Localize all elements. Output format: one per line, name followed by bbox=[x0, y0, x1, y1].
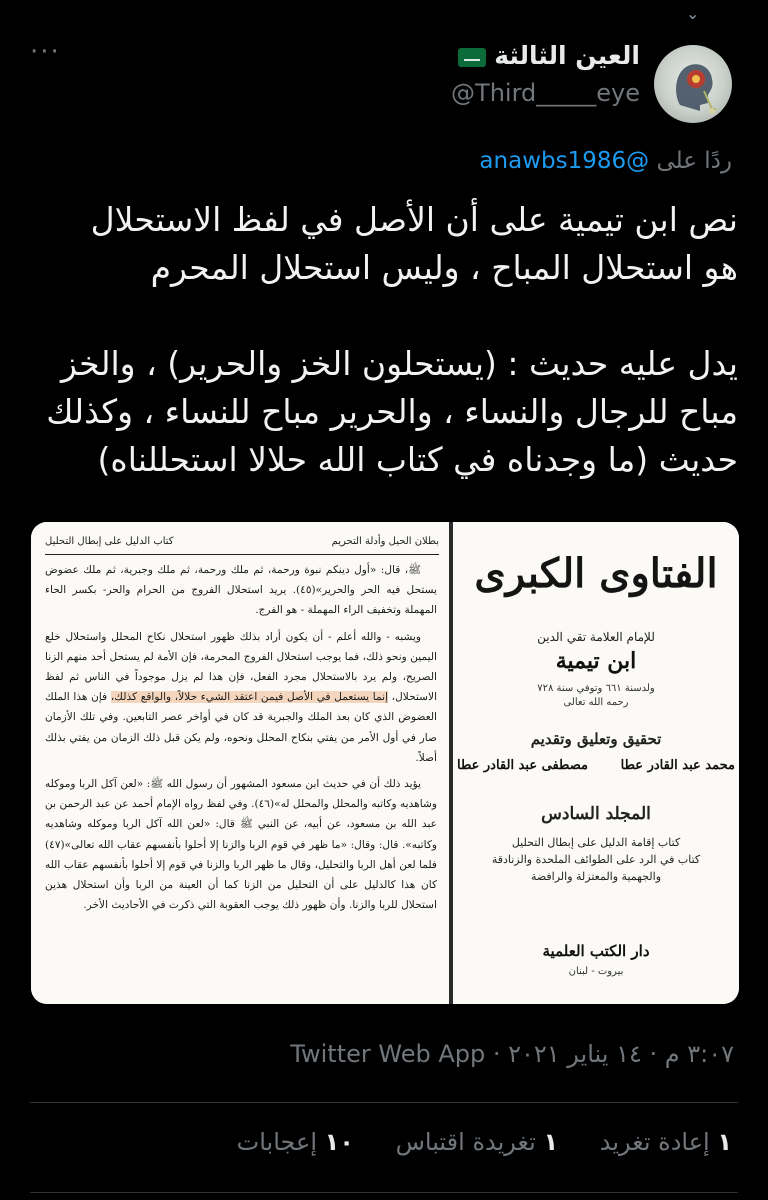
retweets-stat[interactable] bbox=[600, 1128, 732, 1156]
contents-line-2: كتاب في الرد على الطوائف الملحدة والزنادقة bbox=[491, 853, 701, 866]
tweet-timestamp bbox=[290, 1040, 734, 1068]
paragraph-2-end: فإن هذا الملك العضوض الذي كان بعد الملك والجبرية قد كان في أواخر عصر التابعين. وفي تلك الأزمان صار في أول الأمر من يفتي بنكاح المحلل ونحوه، ولم يكن قبل ذلك الزمان من يفتي بذلك أصلاً. bbox=[45, 691, 437, 764]
likes-count: ١٠ bbox=[324, 1128, 354, 1156]
volume-contents bbox=[469, 834, 723, 885]
source-app-link[interactable]: Twitter Web App bbox=[290, 1040, 486, 1068]
running-head-right: بطلان الحيل وأدلة التحريم bbox=[331, 536, 439, 547]
divider bbox=[30, 1102, 738, 1103]
status-bar bbox=[0, 0, 768, 23]
tweet-media-image[interactable] bbox=[31, 522, 739, 1004]
saudi-flag-icon bbox=[458, 48, 486, 67]
author-handle[interactable]: @Third_____eye bbox=[451, 79, 640, 107]
tahqiq-line: تحقيق وتعليق وتقديم bbox=[530, 730, 662, 748]
tweet-stats bbox=[203, 1128, 732, 1156]
quotes-stat[interactable] bbox=[396, 1128, 559, 1156]
book-title: الفتاوى الكبرى bbox=[474, 550, 718, 597]
likes-stat[interactable] bbox=[237, 1128, 354, 1156]
reply-context bbox=[479, 148, 732, 174]
editor-left: مصطفى عبد القادر عطا bbox=[457, 758, 588, 773]
head-profile-icon bbox=[654, 45, 732, 123]
volume-label: المجلد السادس bbox=[541, 804, 651, 824]
author-name-row bbox=[451, 40, 640, 72]
editors bbox=[457, 758, 735, 773]
publisher: دار الكتب العلمية bbox=[542, 942, 650, 960]
highlighted-text: إنما يستعمل في الأصل فيمن اعتقد الشيء حلالاً، والواقع كذلك، bbox=[110, 691, 389, 704]
dates-line-1: ولدسنة ٦٦١ وتوفي سنة ٧٢٨ bbox=[537, 683, 655, 694]
avatar[interactable] bbox=[654, 45, 732, 123]
tweet-author[interactable] bbox=[451, 40, 640, 110]
running-head bbox=[45, 536, 439, 555]
retweets-count: ١ bbox=[717, 1128, 732, 1156]
imam-line: للإمام العلامة تقي الدين bbox=[537, 630, 655, 644]
quotes-count: ١ bbox=[543, 1128, 559, 1156]
retweets-label: إعادة تغريد bbox=[599, 1128, 710, 1156]
editor-right: محمد عبد القادر عطا bbox=[620, 758, 735, 773]
likes-label: إعجابات bbox=[236, 1128, 317, 1156]
book-page-left bbox=[31, 522, 449, 1004]
book-title-page bbox=[453, 522, 739, 1004]
dates-line-2: رحمه الله تعالى bbox=[563, 697, 629, 708]
chevron-down-icon[interactable]: ⌄ bbox=[686, 4, 700, 23]
contents-line-1: كتاب إقامة الدليل على إبطال التحليل bbox=[511, 836, 681, 849]
contents-line-3: والجهمية والمعتزلة والرافضة bbox=[530, 870, 662, 883]
reply-handle-link[interactable]: anawbs1986@ bbox=[479, 148, 650, 174]
timestamp-text[interactable]: ٣:٠٧ م · ١٤ يناير ٢٠٢١ · bbox=[485, 1040, 734, 1068]
dates bbox=[453, 682, 739, 710]
more-options-icon[interactable]: ··· bbox=[30, 37, 61, 67]
running-head-left: كتاب الدليل على إبطال التحليل bbox=[45, 536, 174, 547]
quotes-label: تغريدة اقتباس bbox=[395, 1128, 536, 1156]
paragraph-2-start: ويشبه - والله أعلم - أن يكون أراد بذلك ظهور استحلال نكاح المحلل واستحلال خلع اليمين ونحو ذلك، فما يوجب استحلال الفروج المحرمة، فإن الأمة لم يستحل أحد منهم الزنا الصريح، ولم يرد بالاستحلال مجرد الفعل، فإن هذا لم يزل موجوداً في الناس ثم لفظ الاستحلال، bbox=[45, 630, 438, 704]
paragraph-1: ﷺ، قال: «أول دينكم نبوة ورحمة، ثم ملك ورحمة، ثم ملك وجبرية، ثم ملك عضوض يستحل فيه الحر والحرير»(٤٥). يريد استحلال الفروج من الحرام والحر- بكسر الحاء المهملة وتخفيف الراء المهملة - هو الفرج. bbox=[45, 564, 437, 617]
page-body-text bbox=[45, 560, 437, 921]
divider bbox=[30, 1192, 738, 1193]
publisher-place: بيروت - لبنان bbox=[568, 966, 624, 977]
author-name-ibn-taymiyya: ابن تيمية bbox=[555, 648, 637, 674]
tweet-text: نص ابن تيمية على أن الأصل في لفظ الاستحلال هو استحلال المباح ، وليس استحلال المحرم يدل عليه حديث : (يستحلون الخز والحرير) ، والخز مباح للرجال والنساء ، والحرير مباح للنساء ، وكذلك حديث (ما وجدناه في كتاب الله حلالا استحللناه) bbox=[46, 200, 738, 479]
reply-prefix: ردًا على bbox=[656, 148, 732, 174]
paragraph-2 bbox=[45, 627, 437, 768]
author-name: العين الثالثة bbox=[494, 41, 640, 70]
paragraph-3: يؤيد ذلك أن في حديث ابن مسعود المشهور أن رسول الله ﷺ: «لعن آكل الربا وموكله وشاهديه وكاتبه والمحلل والمحلل له»(٤٦). وفي لفظ رواه الإمام أحمد عن عبد الرحمن بن عبد الله بن مسعود، عن أبيه، عن النبي ﷺ قال: «لعن الله آكل الربا وموكله وشاهديه وكاتبه». قال: وقال: «ما ظهر في قوم الربا والزنا إلا أحلوا بأنفسهم عقاب الله تعالى»(٤٧) فلما لعن أهل الربا والتحليل، وقال ما ظهر الربا والزنا في قوم إلا أحلوا بأنفسهم عقاب الله كان هذا كالدليل على أن التحليل من الزنا كما أن العينة من الربا وأن استحلال هذين استحلال للربا والزنا. وأن ظهور ذلك يوجب العقوبة التي ذكرت في الأحاديث الأخر. bbox=[45, 778, 437, 912]
